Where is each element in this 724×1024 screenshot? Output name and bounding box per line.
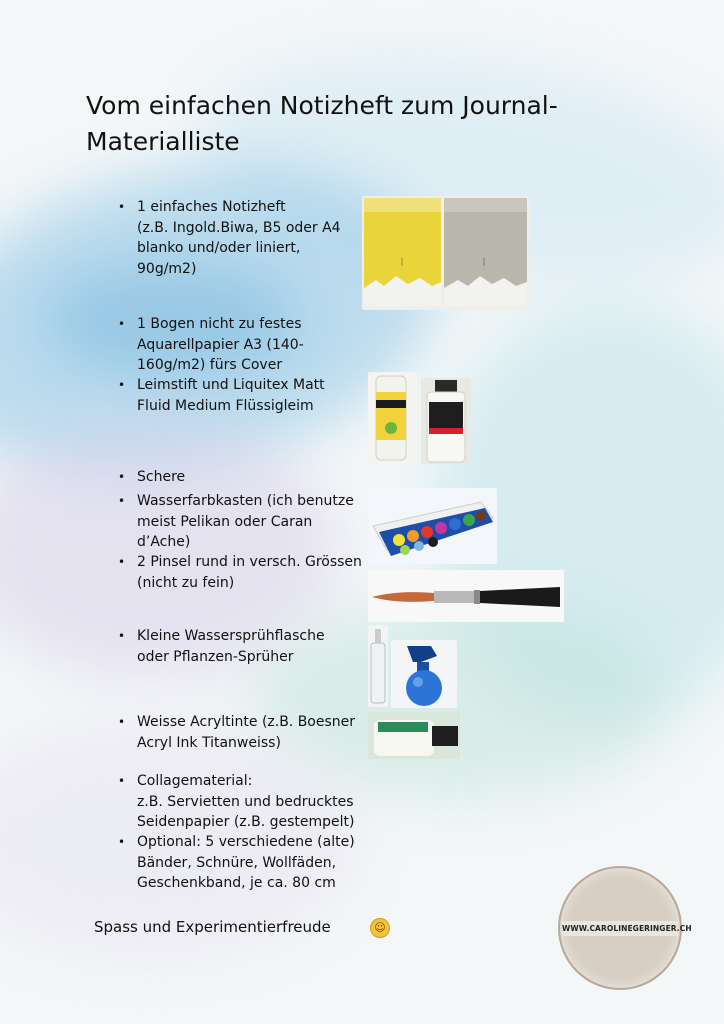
bullet-icon: • xyxy=(118,470,126,484)
list-item xyxy=(118,314,304,376)
list-item xyxy=(118,197,341,279)
plant-sprayer-image xyxy=(391,640,457,708)
item-line: (z.B. Ingold.Biwa, B5 oder A4 xyxy=(137,219,341,236)
item-line: 160g/m2) fürs Cover xyxy=(137,357,283,373)
item-line: Leimstift und Liquitex Matt xyxy=(137,377,325,393)
item-line: Geschenkband, je ca. 80 cm xyxy=(137,875,336,891)
page-title xyxy=(86,88,646,160)
bullet-icon: • xyxy=(118,835,126,849)
list-item xyxy=(118,626,325,667)
bullet-icon: • xyxy=(118,378,126,392)
caroline-geringer-logo xyxy=(558,866,692,990)
item-line: d’Ache) xyxy=(137,534,191,550)
small-spray-bottle-image xyxy=(368,625,388,707)
list-item xyxy=(118,552,362,593)
watercolor-box-image xyxy=(369,488,497,564)
liquitex-bottle-image xyxy=(421,378,471,464)
item-line: 1 einfaches Notizheft xyxy=(137,199,286,215)
brush-image xyxy=(368,570,564,622)
item-line: blanko und/oder liniert, xyxy=(137,240,301,256)
item-line: z.B. Servietten und bedrucktes xyxy=(137,793,354,810)
list-item xyxy=(118,467,185,488)
item-line: 1 Bogen nicht zu festes xyxy=(137,316,302,332)
list-item xyxy=(118,832,355,894)
item-line: meist Pelikan oder Caran xyxy=(137,513,313,530)
item-line: Fluid Medium Flüssigleim xyxy=(137,397,314,414)
list-item xyxy=(118,491,354,553)
item-line: Aquarellpapier A3 (140- xyxy=(137,336,304,353)
logo-url: WWW.CAROLINEGERINGER.CH xyxy=(562,921,678,936)
smiling-face-icon: ☺ xyxy=(370,918,390,938)
acrylic-ink-image xyxy=(368,712,460,759)
page-title-line: Materialliste xyxy=(86,127,240,156)
item-line: Bänder, Schnüre, Wollfäden, xyxy=(137,854,337,871)
item-line: Weisse Acryltinte (z.B. Boesner xyxy=(137,714,356,730)
bullet-icon: • xyxy=(118,494,126,508)
item-line: 2 Pinsel rund in versch. Grössen xyxy=(137,554,362,570)
list-item xyxy=(118,712,355,753)
notebooks-image xyxy=(362,196,529,310)
item-line: oder Pflanzen-Sprüher xyxy=(137,648,294,665)
item-line: Seidenpapier (z.B. gestempelt) xyxy=(137,814,355,830)
bullet-icon: • xyxy=(118,629,126,643)
bullet-icon: • xyxy=(118,200,126,214)
item-line: (nicht zu fein) xyxy=(137,574,235,591)
item-line: Schere xyxy=(137,469,186,485)
item-line: Collagematerial: xyxy=(137,773,253,789)
item-line: Kleine Wassersprühflasche xyxy=(137,628,325,644)
page-title-line: Vom einfachen Notizheft zum Journal- xyxy=(86,91,558,120)
item-line: 90g/m2) xyxy=(137,260,197,277)
bullet-icon: • xyxy=(118,774,126,788)
glue-stick-image xyxy=(368,372,417,464)
bullet-icon: • xyxy=(118,317,126,331)
item-line: Optional: 5 verschiedene (alte) xyxy=(137,834,355,850)
list-item xyxy=(118,771,354,833)
list-item xyxy=(118,375,325,416)
item-line: Acryl Ink Titanweiss) xyxy=(137,734,281,751)
item-line: Wasserfarbkasten (ich benutze xyxy=(137,493,354,509)
bullet-icon: • xyxy=(118,715,126,729)
bullet-icon: • xyxy=(118,555,126,569)
closing-text: Spass und Experimentierfreude xyxy=(94,918,331,936)
